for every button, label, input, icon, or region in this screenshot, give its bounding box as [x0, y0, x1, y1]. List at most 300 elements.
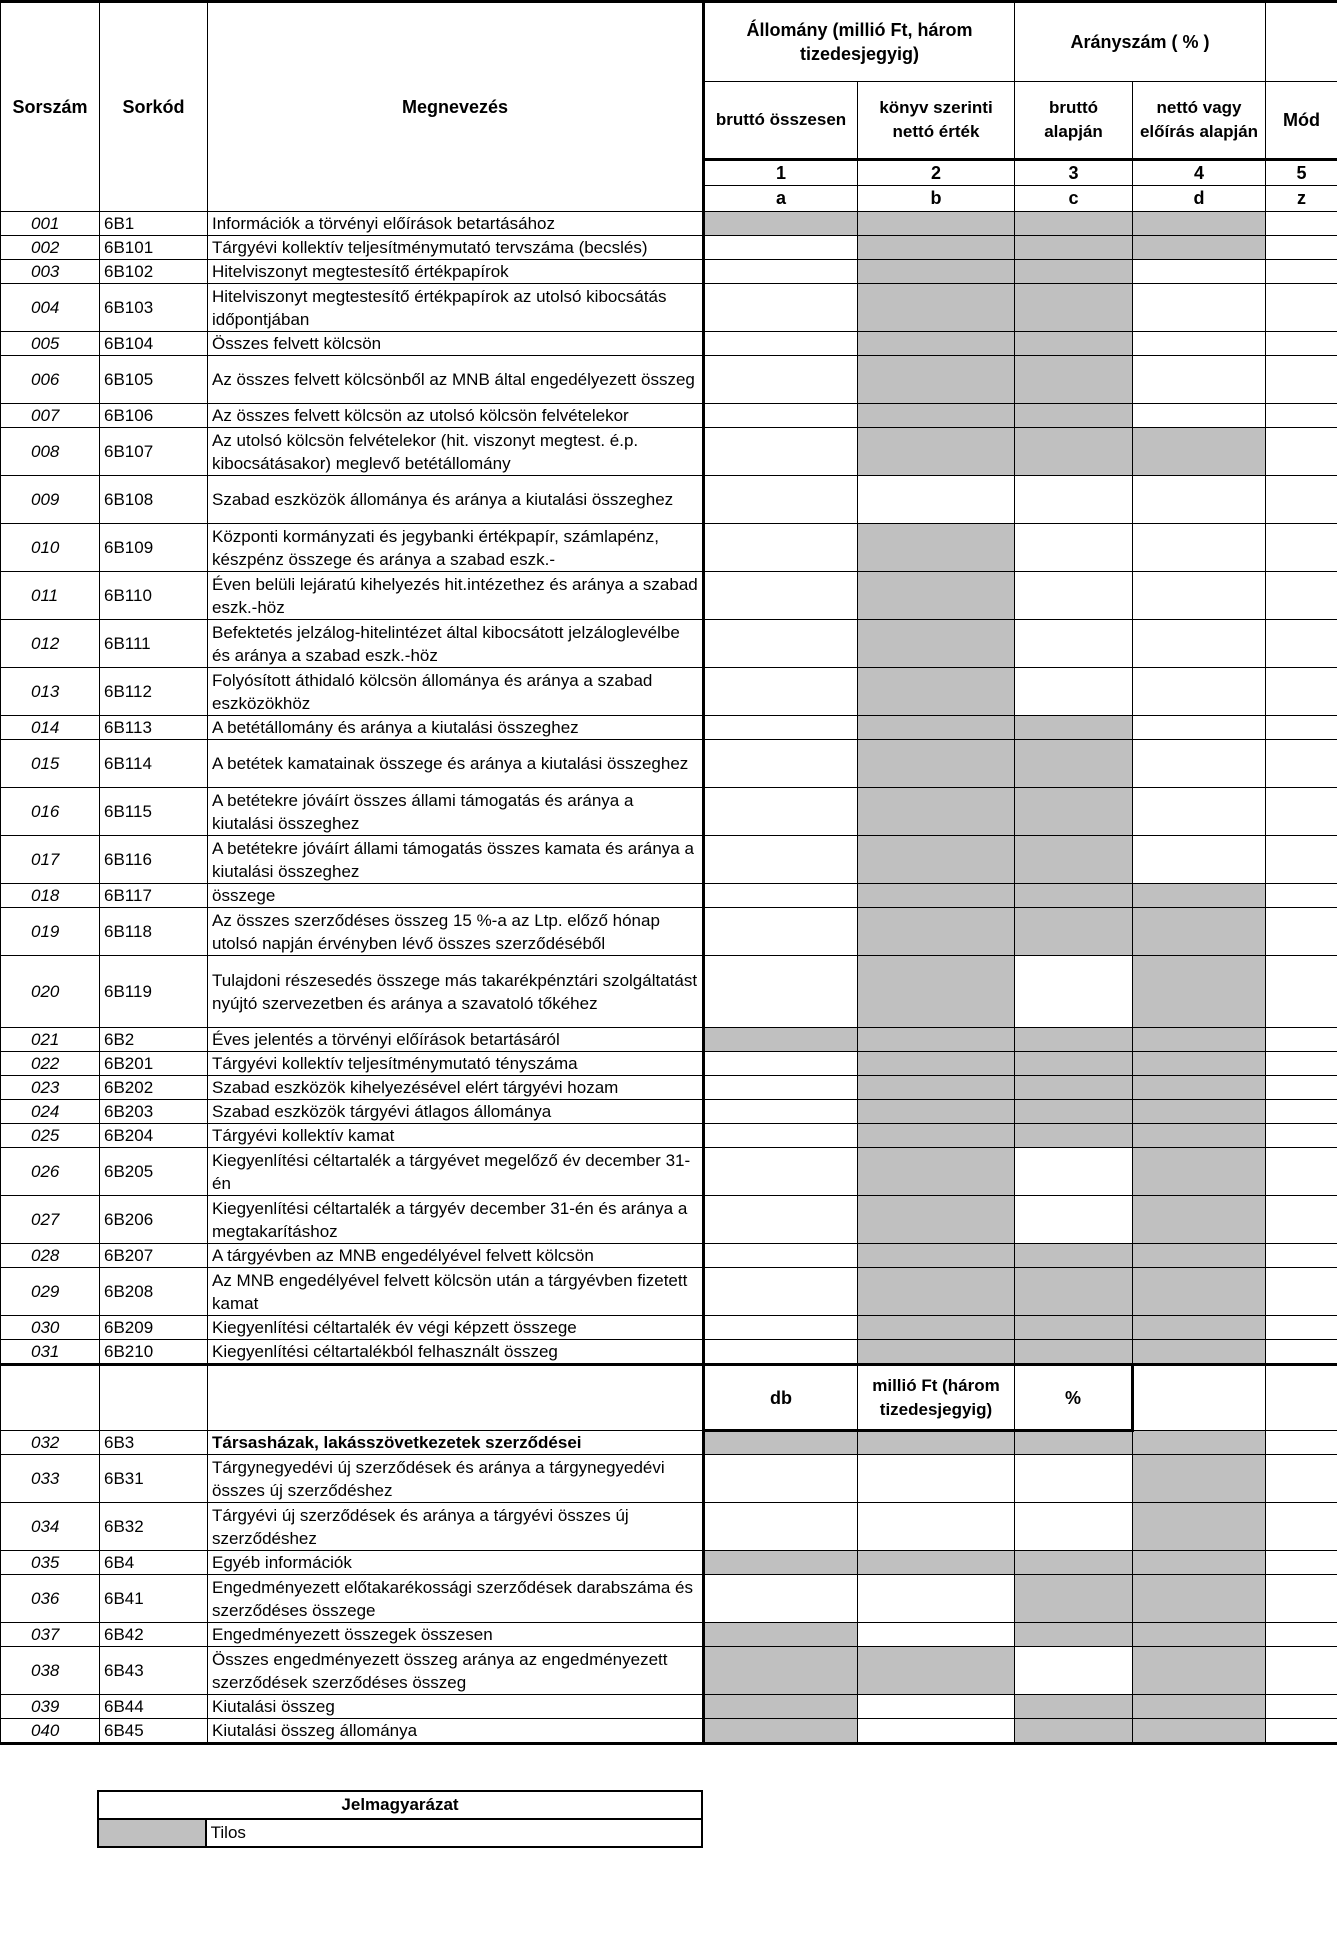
value-cell-z[interactable]	[1266, 788, 1337, 836]
value-cell-z[interactable]	[1266, 260, 1337, 284]
value-cell-c	[1015, 1695, 1133, 1719]
value-cell-b	[858, 260, 1015, 284]
row-number: 018	[1, 884, 100, 908]
value-cell-d[interactable]	[1133, 404, 1266, 428]
row-name: Éves jelentés a törvényi előírások betartásáról	[208, 1028, 704, 1052]
row-name: Az utolsó kölcsön felvételekor (hit. viszonyt megtest. é.p. kibocsátásakor) meglevő betétállomány	[208, 428, 704, 476]
value-cell-z[interactable]	[1266, 524, 1337, 572]
value-cell-b	[858, 1124, 1015, 1148]
value-cell-d	[1133, 1719, 1266, 1744]
table-row	[1, 572, 1337, 620]
value-cell-a[interactable]	[704, 524, 858, 572]
value-cell-a[interactable]	[704, 668, 858, 716]
value-cell-d	[1133, 1148, 1266, 1196]
row-code: 6B3	[100, 1431, 208, 1455]
value-cell-z[interactable]	[1266, 668, 1337, 716]
value-cell-z[interactable]	[1266, 836, 1337, 884]
value-cell-d	[1133, 956, 1266, 1028]
row-number: 003	[1, 260, 100, 284]
row-number: 025	[1, 1124, 100, 1148]
value-cell-z[interactable]	[1266, 1719, 1337, 1744]
value-cell-c	[1015, 1076, 1133, 1100]
row-number: 028	[1, 1244, 100, 1268]
value-cell-z[interactable]	[1266, 428, 1337, 476]
row-number: 027	[1, 1196, 100, 1244]
row-name: A betétekre jóváírt állami támogatás összes kamata és aránya a kiutalási összeghez	[208, 836, 704, 884]
value-cell-a	[704, 1551, 858, 1575]
legend-tilos: Tilos	[206, 1819, 702, 1847]
value-cell-b[interactable]	[858, 1455, 1015, 1503]
header-konyv-szerinti: könyv szerinti nettó érték	[858, 82, 1015, 160]
subheader-empty-d	[1133, 1365, 1266, 1431]
header-mod-top	[1266, 2, 1337, 82]
row-name: Engedményezett előtakarékossági szerződések darabszáma és szerződéses összege	[208, 1575, 704, 1623]
value-cell-a[interactable]	[704, 404, 858, 428]
table-row	[1, 740, 1337, 788]
value-cell-b	[858, 236, 1015, 260]
value-cell-z[interactable]	[1266, 332, 1337, 356]
value-cell-c[interactable]	[1015, 1148, 1133, 1196]
table-row	[1, 284, 1337, 332]
row-number: 020	[1, 956, 100, 1028]
value-cell-d	[1133, 1455, 1266, 1503]
value-cell-a[interactable]	[704, 284, 858, 332]
value-cell-b[interactable]	[858, 1695, 1015, 1719]
value-cell-z[interactable]	[1266, 620, 1337, 668]
value-cell-c	[1015, 1719, 1133, 1744]
value-cell-b	[858, 836, 1015, 884]
value-cell-c	[1015, 1340, 1133, 1365]
row-name: Szabad eszközök tárgyévi átlagos állománya	[208, 1100, 704, 1124]
subheader-pct: %	[1015, 1365, 1133, 1431]
value-cell-z[interactable]	[1266, 1052, 1337, 1076]
row-number: 021	[1, 1028, 100, 1052]
row-number: 013	[1, 668, 100, 716]
value-cell-b[interactable]	[858, 1503, 1015, 1551]
value-cell-a[interactable]	[704, 428, 858, 476]
table-row	[1, 668, 1337, 716]
row-number: 004	[1, 284, 100, 332]
col-number-1: 1	[704, 160, 858, 186]
value-cell-d[interactable]	[1133, 260, 1266, 284]
value-cell-z[interactable]	[1266, 284, 1337, 332]
value-cell-a[interactable]	[704, 260, 858, 284]
row-number: 017	[1, 836, 100, 884]
table-row	[1, 1244, 1337, 1268]
row-name: Összes engedményezett összeg aránya az engedményezett szerződések szerződéses összeg	[208, 1647, 704, 1695]
row-number: 008	[1, 428, 100, 476]
value-cell-c	[1015, 1124, 1133, 1148]
value-cell-a[interactable]	[704, 1503, 858, 1551]
row-number: 019	[1, 908, 100, 956]
row-number: 011	[1, 572, 100, 620]
header-aranyszam: Arányszám ( % )	[1015, 2, 1266, 82]
value-cell-a[interactable]	[704, 1148, 858, 1196]
value-cell-z[interactable]	[1266, 884, 1337, 908]
value-cell-d	[1133, 1244, 1266, 1268]
value-cell-b	[858, 1028, 1015, 1052]
value-cell-a[interactable]	[704, 788, 858, 836]
row-name: Hitelviszonyt megtestesítő értékpapírok	[208, 260, 704, 284]
table-row	[1, 956, 1337, 1028]
value-cell-d	[1133, 1431, 1266, 1455]
value-cell-d	[1133, 1076, 1266, 1100]
row-number: 039	[1, 1695, 100, 1719]
value-cell-b	[858, 1340, 1015, 1365]
row-name: Központi kormányzati és jegybanki értékpapír, számlapénz, készpénz összege és aránya a szabad eszk.-	[208, 524, 704, 572]
subheader-empty-name	[208, 1365, 704, 1431]
table-row	[1, 1268, 1337, 1316]
row-code: 6B119	[100, 956, 208, 1028]
row-name: A betétállomány és aránya a kiutalási összeghez	[208, 716, 704, 740]
value-cell-z[interactable]	[1266, 476, 1337, 524]
value-cell-b	[858, 1076, 1015, 1100]
row-code: 6B101	[100, 236, 208, 260]
col-letter-a: a	[704, 186, 858, 212]
row-code: 6B110	[100, 572, 208, 620]
value-cell-b	[858, 428, 1015, 476]
row-number: 031	[1, 1340, 100, 1365]
value-cell-c	[1015, 428, 1133, 476]
value-cell-a[interactable]	[704, 356, 858, 404]
value-cell-a[interactable]	[704, 836, 858, 884]
col-letter-z: z	[1266, 186, 1337, 212]
value-cell-c[interactable]	[1015, 668, 1133, 716]
value-cell-d	[1133, 1647, 1266, 1695]
value-cell-b	[858, 668, 1015, 716]
table-row	[1, 620, 1337, 668]
row-name: A betétek kamatainak összege és aránya a kiutalási összeghez	[208, 740, 704, 788]
value-cell-d[interactable]	[1133, 524, 1266, 572]
table-row	[1, 260, 1337, 284]
row-number: 035	[1, 1551, 100, 1575]
table-row	[1, 1052, 1337, 1076]
value-cell-z[interactable]	[1266, 1431, 1337, 1455]
value-cell-z[interactable]	[1266, 1575, 1337, 1623]
row-code: 6B204	[100, 1124, 208, 1148]
value-cell-d[interactable]	[1133, 284, 1266, 332]
value-cell-b	[858, 356, 1015, 404]
value-cell-a[interactable]	[704, 956, 858, 1028]
value-cell-a	[704, 1028, 858, 1052]
value-cell-b	[858, 1551, 1015, 1575]
value-cell-d	[1133, 1100, 1266, 1124]
value-cell-d[interactable]	[1133, 620, 1266, 668]
table-row	[1, 356, 1337, 404]
row-code: 6B111	[100, 620, 208, 668]
row-name: Tárgyévi kollektív kamat	[208, 1124, 704, 1148]
row-name: Az összes felvett kölcsön az utolsó kölcsön felvételekor	[208, 404, 704, 428]
table-row	[1, 404, 1337, 428]
header-brutto-alapjan: bruttó alapján	[1015, 82, 1133, 160]
value-cell-z[interactable]	[1266, 404, 1337, 428]
row-name: Egyéb információk	[208, 1551, 704, 1575]
value-cell-c[interactable]	[1015, 476, 1133, 524]
row-number: 022	[1, 1052, 100, 1076]
value-cell-d[interactable]	[1133, 356, 1266, 404]
table-row	[1, 1719, 1337, 1744]
table-row	[1, 1647, 1337, 1695]
value-cell-b[interactable]	[858, 1575, 1015, 1623]
value-cell-b	[858, 956, 1015, 1028]
table-row	[1, 1076, 1337, 1100]
row-name: Tárgyévi kollektív teljesítménymutató tervszáma (becslés)	[208, 236, 704, 260]
value-cell-a[interactable]	[704, 740, 858, 788]
value-cell-b[interactable]	[858, 1623, 1015, 1647]
value-cell-c	[1015, 716, 1133, 740]
value-cell-d[interactable]	[1133, 476, 1266, 524]
row-code: 6B42	[100, 1623, 208, 1647]
value-cell-z[interactable]	[1266, 1076, 1337, 1100]
row-name: Befektetés jelzálog-hitelintézet által kibocsátott jelzáloglevélbe és aránya a szabad eszk.-höz	[208, 620, 704, 668]
row-number: 005	[1, 332, 100, 356]
row-name: Tárgyévi új szerződések és aránya a tárgyévi összes új szerződéshez	[208, 1503, 704, 1551]
row-code: 6B104	[100, 332, 208, 356]
row-number: 010	[1, 524, 100, 572]
value-cell-z[interactable]	[1266, 1503, 1337, 1551]
value-cell-d[interactable]	[1133, 332, 1266, 356]
value-cell-c[interactable]	[1015, 524, 1133, 572]
value-cell-z[interactable]	[1266, 1028, 1337, 1052]
value-cell-z[interactable]	[1266, 1316, 1337, 1340]
subheader-millio: millió Ft (három tizedesjegyig)	[858, 1365, 1015, 1431]
row-name: Tárgynegyedévi új szerződések és aránya a tárgynegyedévi összes új szerződéshez	[208, 1455, 704, 1503]
value-cell-a[interactable]	[704, 908, 858, 956]
table-row	[1, 524, 1337, 572]
row-code: 6B109	[100, 524, 208, 572]
row-code: 6B115	[100, 788, 208, 836]
row-code: 6B41	[100, 1575, 208, 1623]
value-cell-a[interactable]	[704, 332, 858, 356]
table-row	[1, 1623, 1337, 1647]
row-code: 6B205	[100, 1148, 208, 1196]
value-cell-c[interactable]	[1015, 1647, 1133, 1695]
value-cell-d[interactable]	[1133, 572, 1266, 620]
value-cell-a[interactable]	[704, 1244, 858, 1268]
value-cell-a[interactable]	[704, 572, 858, 620]
value-cell-d	[1133, 1695, 1266, 1719]
value-cell-a[interactable]	[704, 716, 858, 740]
table-row	[1, 1028, 1337, 1052]
value-cell-z[interactable]	[1266, 1695, 1337, 1719]
value-cell-z[interactable]	[1266, 1100, 1337, 1124]
value-cell-c[interactable]	[1015, 956, 1133, 1028]
value-cell-z[interactable]	[1266, 356, 1337, 404]
value-cell-a[interactable]	[704, 620, 858, 668]
value-cell-a[interactable]	[704, 1196, 858, 1244]
value-cell-z[interactable]	[1266, 1551, 1337, 1575]
value-cell-a[interactable]	[704, 1316, 858, 1340]
row-number: 033	[1, 1455, 100, 1503]
value-cell-c	[1015, 1028, 1133, 1052]
value-cell-d	[1133, 1028, 1266, 1052]
value-cell-c	[1015, 332, 1133, 356]
row-code: 6B105	[100, 356, 208, 404]
value-cell-z[interactable]	[1266, 1647, 1337, 1695]
value-cell-d[interactable]	[1133, 716, 1266, 740]
value-cell-b	[858, 1647, 1015, 1695]
value-cell-d	[1133, 884, 1266, 908]
value-cell-a[interactable]	[704, 1076, 858, 1100]
value-cell-a[interactable]	[704, 1268, 858, 1316]
value-cell-b	[858, 1196, 1015, 1244]
row-number: 001	[1, 212, 100, 236]
value-cell-a[interactable]	[704, 1575, 858, 1623]
value-cell-a[interactable]	[704, 1100, 858, 1124]
value-cell-z[interactable]	[1266, 1124, 1337, 1148]
row-code: 6B201	[100, 1052, 208, 1076]
value-cell-b	[858, 1316, 1015, 1340]
value-cell-c	[1015, 1431, 1133, 1455]
value-cell-d	[1133, 1575, 1266, 1623]
value-cell-z[interactable]	[1266, 1148, 1337, 1196]
row-code: 6B45	[100, 1719, 208, 1744]
row-name: Információk a törvényi előírások betartásához	[208, 212, 704, 236]
value-cell-b	[858, 524, 1015, 572]
value-cell-a[interactable]	[704, 476, 858, 524]
value-cell-a[interactable]	[704, 884, 858, 908]
value-cell-b[interactable]	[858, 1719, 1015, 1744]
subheader-empty-no	[1, 1365, 100, 1431]
value-cell-b	[858, 1268, 1015, 1316]
row-code: 6B208	[100, 1268, 208, 1316]
row-name: Kiutalási összeg állománya	[208, 1719, 704, 1744]
row-code: 6B113	[100, 716, 208, 740]
value-cell-b	[858, 284, 1015, 332]
row-name: Engedményezett összegek összesen	[208, 1623, 704, 1647]
value-cell-c	[1015, 1268, 1133, 1316]
row-code: 6B203	[100, 1100, 208, 1124]
row-code: 6B103	[100, 284, 208, 332]
table-row	[1, 1316, 1337, 1340]
table-row	[1, 1551, 1337, 1575]
value-cell-a[interactable]	[704, 236, 858, 260]
value-cell-d	[1133, 428, 1266, 476]
table-row	[1, 1340, 1337, 1365]
row-name: Folyósított áthidaló kölcsön állománya és aránya a szabad eszközökhöz	[208, 668, 704, 716]
value-cell-b[interactable]	[858, 476, 1015, 524]
header-allomany: Állomány (millió Ft, három tizedesjegyig)	[704, 2, 1015, 82]
value-cell-a[interactable]	[704, 1455, 858, 1503]
row-code: 6B106	[100, 404, 208, 428]
row-code: 6B102	[100, 260, 208, 284]
value-cell-b	[858, 1244, 1015, 1268]
value-cell-b	[858, 332, 1015, 356]
value-cell-z[interactable]	[1266, 1244, 1337, 1268]
table-row	[1, 236, 1337, 260]
value-cell-c	[1015, 788, 1133, 836]
row-name: Kiegyenlítési céltartalék év végi képzett összege	[208, 1316, 704, 1340]
value-cell-d	[1133, 908, 1266, 956]
value-cell-c	[1015, 284, 1133, 332]
legend-swatch	[98, 1819, 206, 1847]
value-cell-a	[704, 1431, 858, 1455]
value-cell-d	[1133, 1623, 1266, 1647]
value-cell-b	[858, 404, 1015, 428]
value-cell-z[interactable]	[1266, 1340, 1337, 1365]
value-cell-z[interactable]	[1266, 956, 1337, 1028]
value-cell-c	[1015, 1623, 1133, 1647]
row-number: 034	[1, 1503, 100, 1551]
row-name: Kiegyenlítési céltartalék a tárgyévet megelőző év december 31-én	[208, 1148, 704, 1196]
value-cell-d	[1133, 236, 1266, 260]
value-cell-c[interactable]	[1015, 1455, 1133, 1503]
value-cell-d[interactable]	[1133, 740, 1266, 788]
table-row	[1, 1575, 1337, 1623]
value-cell-c[interactable]	[1015, 620, 1133, 668]
value-cell-z[interactable]	[1266, 572, 1337, 620]
value-cell-a[interactable]	[704, 1340, 858, 1365]
col-letter-d: d	[1133, 186, 1266, 212]
value-cell-b	[858, 740, 1015, 788]
value-cell-c	[1015, 212, 1133, 236]
row-number: 016	[1, 788, 100, 836]
value-cell-a[interactable]	[704, 1124, 858, 1148]
value-cell-c	[1015, 1100, 1133, 1124]
header-mod: Mód	[1266, 82, 1337, 160]
value-cell-a[interactable]	[704, 1052, 858, 1076]
value-cell-c[interactable]	[1015, 1196, 1133, 1244]
legend	[97, 1790, 703, 1848]
row-number: 007	[1, 404, 100, 428]
row-code: 6B44	[100, 1695, 208, 1719]
value-cell-c[interactable]	[1015, 572, 1133, 620]
value-cell-d[interactable]	[1133, 836, 1266, 884]
table-row	[1, 1196, 1337, 1244]
value-cell-z[interactable]	[1266, 908, 1337, 956]
row-name: Szabad eszközök kihelyezésével elért tárgyévi hozam	[208, 1076, 704, 1100]
value-cell-d	[1133, 1551, 1266, 1575]
value-cell-z[interactable]	[1266, 1196, 1337, 1244]
row-code: 6B112	[100, 668, 208, 716]
row-number: 014	[1, 716, 100, 740]
value-cell-c	[1015, 836, 1133, 884]
subheader-row	[1, 1365, 1337, 1431]
row-name: Az MNB engedélyével felvett kölcsön után a tárgyévben fizetett kamat	[208, 1268, 704, 1316]
table-row	[1, 1455, 1337, 1503]
value-cell-z[interactable]	[1266, 740, 1337, 788]
row-code: 6B209	[100, 1316, 208, 1340]
col-number-3: 3	[1015, 160, 1133, 186]
value-cell-b	[858, 212, 1015, 236]
row-code: 6B43	[100, 1647, 208, 1695]
value-cell-z[interactable]	[1266, 236, 1337, 260]
value-cell-z[interactable]	[1266, 1268, 1337, 1316]
row-number: 026	[1, 1148, 100, 1196]
col-letter-b: b	[858, 186, 1015, 212]
value-cell-d[interactable]	[1133, 668, 1266, 716]
value-cell-d[interactable]	[1133, 788, 1266, 836]
value-cell-c[interactable]	[1015, 1503, 1133, 1551]
value-cell-z[interactable]	[1266, 1623, 1337, 1647]
value-cell-a	[704, 1719, 858, 1744]
value-cell-c	[1015, 356, 1133, 404]
row-number: 040	[1, 1719, 100, 1744]
row-code: 6B207	[100, 1244, 208, 1268]
header-sorkod: Sorkód	[100, 2, 208, 212]
row-code: 6B116	[100, 836, 208, 884]
col-number-4: 4	[1133, 160, 1266, 186]
value-cell-z[interactable]	[1266, 1455, 1337, 1503]
row-name: Az összes szerződéses összeg 15 %-a az Ltp. előző hónap utolsó napján érvényben lévő összes szerződéséből	[208, 908, 704, 956]
value-cell-b	[858, 908, 1015, 956]
value-cell-z[interactable]	[1266, 212, 1337, 236]
row-code: 6B210	[100, 1340, 208, 1365]
table-row	[1, 1695, 1337, 1719]
value-cell-z[interactable]	[1266, 716, 1337, 740]
row-name: A tárgyévben az MNB engedélyével felvett kölcsön	[208, 1244, 704, 1268]
row-name: Az összes felvett kölcsönből az MNB által engedélyezett összeg	[208, 356, 704, 404]
